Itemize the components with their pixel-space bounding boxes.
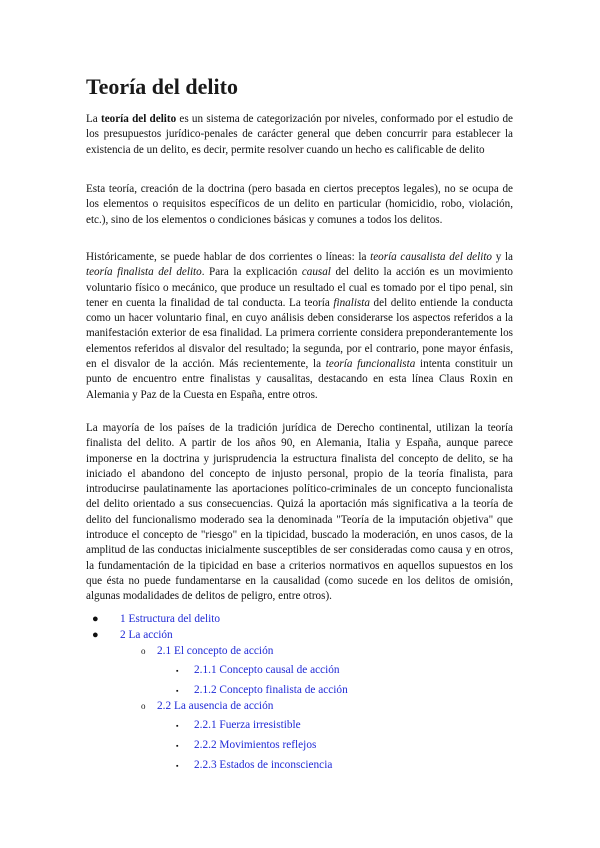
paragraph-text: es un sistema de categorización por niveles, conformado por el estudio de los presupuestos jurídico-penales de carácter general que deben concurrir para establecer la existencia de un delito, es decir, permite resolver cuando un hecho es calificable de delito — [86, 113, 513, 156]
toc-link[interactable]: 2.2 La ausencia de acción — [157, 700, 274, 712]
toc-link[interactable]: 2.1.2 Concepto finalista de acción — [194, 684, 348, 696]
toc-link[interactable]: 2.1 El concepto de acción — [157, 645, 274, 657]
toc-link[interactable]: 2.2.1 Fuerza irresistible — [194, 719, 301, 731]
square-bullet-icon: ▪ — [176, 762, 179, 770]
italic-term: teoría causalista del delito — [370, 251, 492, 263]
paragraph-text: . Para la explicación — [201, 266, 302, 279]
circle-bullet-icon: o — [141, 701, 146, 711]
toc-link[interactable]: 1 Estructura del delito — [120, 613, 221, 625]
italic-term: finalista — [333, 296, 370, 309]
circle-bullet-icon: o — [141, 646, 146, 656]
toc-link[interactable]: 2.2.3 Estados de inconsciencia — [194, 759, 333, 771]
italic-term: teoría funcionalista — [325, 358, 416, 371]
paragraph-text: y la — [492, 251, 514, 263]
paragraph-doctrine: Esta teoría, creación de la doctrina (pero basada en ciertos preceptos legales), no se ocupa de los elementos o requisitos específicos de un delito en particular (homicidio, robo, violación, etc.), sino de los elementos o condiciones básicas y comunes a todos los delitos. — [86, 183, 513, 226]
paragraph-modern: La mayoría de los países de la tradición jurídica de Derecho continental, utilizan la teoría finalista del delito. A partir de los años 90, en Alemania, Italia y España, aunque parece imponerse en la doctrina y jurisprudencia la estructura finalista del concepto de delito, se ha iniciado el abandono del concepto de injusto personal, propio de la teoría finalista, para introducirse paulatinamente las aportaciones político-criminales de un concepto funcionalista del delito orientado a sus consecuencias. Quizá la aportación más significativa a la teoría de delito del funcionalismo moderado sea la denominada "Teoría de la imputación objetiva" que introduce el concepto de "riesgo" en la tipicidad, buscado la moderación, en unos casos, de la amplitud de las conductas inicialmente susceptibles de ser consideradas como causa y en otros, la fundamentación de la tipicidad en base a criterios normativos en aquellos supuestos en los que ésta no puede fundamentarse en la causalidad (como sucede en los delitos de omisión, algunas modalidades de delitos de peligro, entre otros). — [86, 422, 513, 603]
square-bullet-icon: ▪ — [176, 722, 179, 730]
italic-term: teoría finalista del delito — [86, 266, 202, 279]
paragraph-definition — [86, 112, 513, 158]
toc-link[interactable]: 2 La acción — [120, 629, 173, 641]
italic-term: causal — [301, 266, 331, 279]
paragraph-text: del delito entiende la conducta como un hacer voluntario final, en cuyo análisis deben considerarse los aspectos referidos a la manifestación exterior de esa finalidad. La primera corriente considera preponderantemente los elementos referidos al disvalor del resultado; la segunda, por el contrario, pone mayor énfasis, en el disvalor de la acción. Más recientemente, la — [86, 296, 513, 371]
paragraph-text: Históricamente, se puede hablar de dos corrientes o líneas: la — [86, 251, 371, 263]
paragraph-history — [86, 250, 513, 403]
paragraph-text: La — [86, 113, 101, 125]
disc-bullet-icon: ● — [92, 613, 99, 625]
square-bullet-icon: ▪ — [176, 687, 179, 695]
square-bullet-icon: ▪ — [176, 667, 179, 675]
paragraph-text: intenta constituir un punto de encuentro entre finalistas y causalitas, destacando en esta línea Claus Roxin en Alemania y Paz de la Cuesta en España, entre otros. — [86, 358, 514, 401]
toc-link[interactable]: 2.1.1 Concepto causal de acción — [194, 664, 340, 676]
paragraph-text: del delito la acción es un movimiento voluntario físico o mecánico, que produce un resultado el cual es tomado por el tipo penal, sin tener en cuenta la finalidad de tal conducta. La teoría — [86, 266, 513, 309]
toc-link[interactable]: 2.2.2 Movimientos reflejos — [194, 739, 317, 751]
page-title: Teoría del delito — [86, 74, 238, 99]
disc-bullet-icon: ● — [92, 629, 99, 641]
square-bullet-icon: ▪ — [176, 742, 179, 750]
bold-term: teoría del delito — [101, 113, 177, 125]
